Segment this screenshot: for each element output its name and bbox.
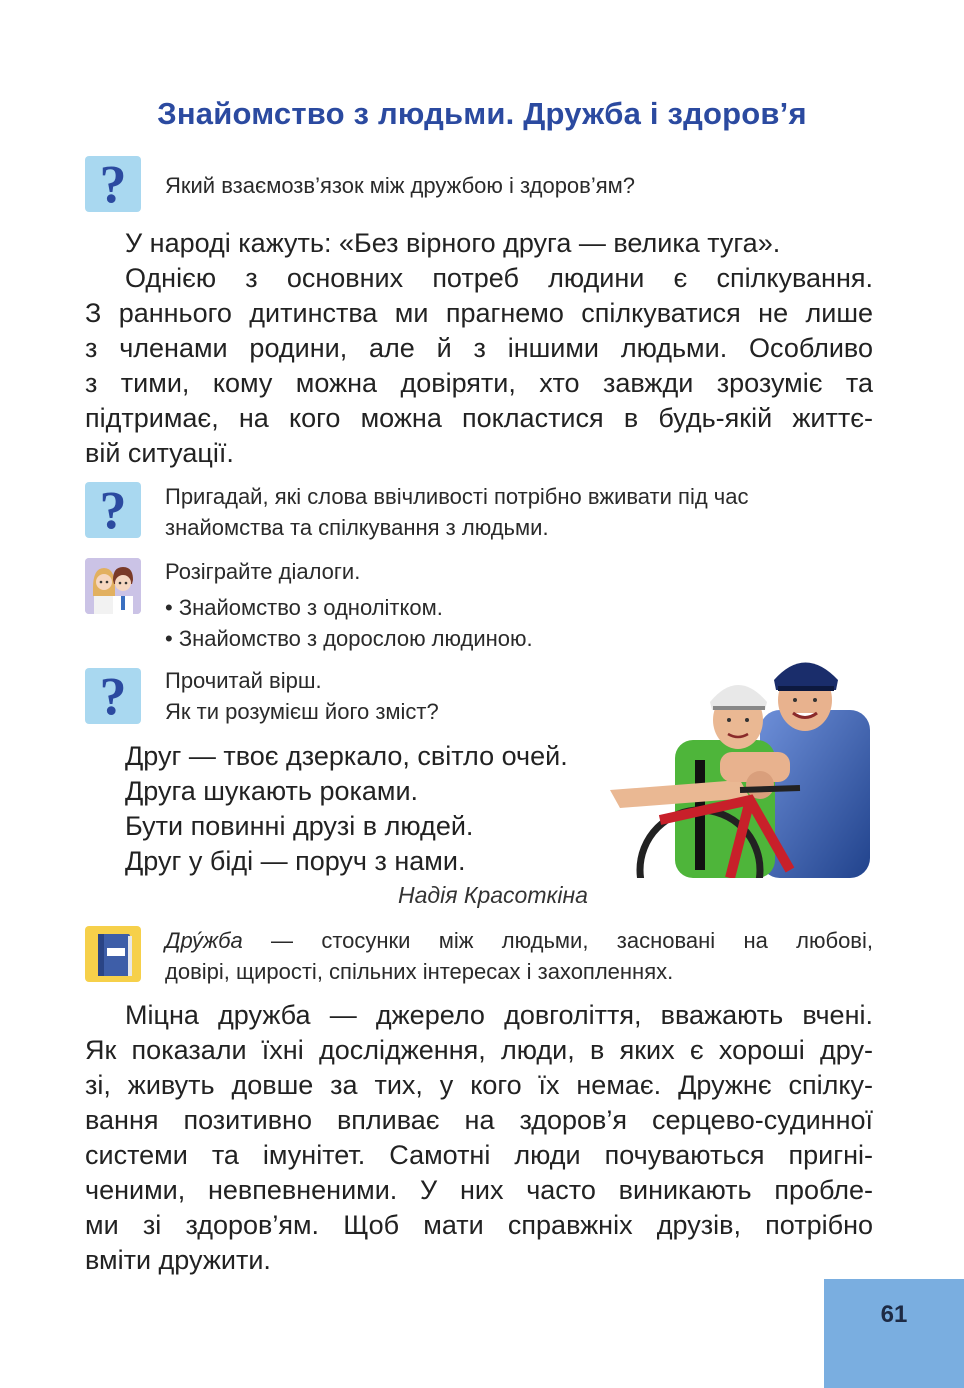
definition [165, 925, 873, 987]
question-mark-icon: ? [85, 482, 141, 538]
text-line: Однією з основних потреб людини є спілкування. [125, 263, 873, 293]
poem-line: Друг у біді — поруч з нами. [125, 846, 466, 876]
page-title: Знайомство з людьми. Дружба і здоров’я [157, 96, 807, 131]
poem-author: Надія Красоткіна [398, 882, 588, 908]
dialog-list [165, 592, 533, 654]
two-children-icon [85, 558, 141, 614]
question-mark-icon: ? [85, 156, 141, 212]
paragraph-friendship-health [85, 998, 873, 1278]
definition-line: довірі, щирості, спільних інтересах і захопленнях. [165, 959, 674, 984]
text-line: підтримає, на кого можна покластися в будь-якій життє- [85, 403, 873, 433]
text-line: Прочитай вірш. [165, 668, 322, 693]
text-line: Пригадай, які слова ввічливості потрібно вживати під час [165, 484, 749, 509]
list-item: • Знайомство з однолітком. [165, 595, 443, 620]
list-item: • Знайомство з дорослою людиною. [165, 626, 533, 651]
text-line: вміти дружити. [85, 1245, 271, 1275]
book-icon [85, 926, 141, 982]
text-line: Як показали їхні дослідження, люди, в яких є хороші дру- [85, 1035, 873, 1065]
poem-line: Бути повинні друзі в людей. [125, 811, 474, 841]
text-line: Міцна дружба — джерело довголіття, вважають вчені. [125, 1000, 873, 1030]
dialog-title: Розіграйте діалоги. [165, 559, 361, 584]
poem [125, 739, 568, 879]
text-line: з членами родини, але й з іншими людьми. Особливо [85, 333, 873, 363]
text-line: вій ситуації. [85, 438, 234, 468]
text-line: Як ти розумієш його зміст? [165, 699, 439, 724]
question-1: Який взаємозв’язок між дружбою і здоров’ям? [165, 173, 636, 198]
paragraph-communication [85, 261, 873, 471]
poem-line: Друг — твоє дзеркало, світло очей. [125, 741, 568, 771]
page-number-box [824, 1279, 964, 1388]
definition-term: Дру́жба [165, 928, 243, 953]
question-mark-icon: ? [85, 668, 141, 724]
proverb-paragraph: У народі кажуть: «Без вірного друга — велика туга». [125, 228, 781, 258]
page-number: 61 [880, 1301, 908, 1328]
text-line: знайомства та спілкування з людьми. [165, 515, 549, 540]
question-3 [165, 665, 439, 727]
text-line: з тими, кому можна довіряти, хто завжди зрозуміє та [85, 368, 873, 398]
question-2 [165, 481, 873, 543]
text-line: зі, живуть довше за тих, у кого їх немає. Дружнє спілку- [85, 1070, 873, 1100]
text-line: вання позитивно впливає на здоров’я серцево-судинної [85, 1105, 873, 1135]
text-line: З раннього дитинства ми прагнемо спілкуватися не лише [85, 298, 873, 328]
definition-text: — стосунки між людьми, засновані на любові, [242, 928, 873, 953]
text-line: системи та імунітет. Самотні люди почуваються пригні- [85, 1140, 873, 1170]
text-line: ми зі здоров’ям. Щоб мати справжніх друзів, потрібно [85, 1210, 873, 1240]
text-line: ченими, невпевненими. У них часто виникають пробле- [85, 1175, 873, 1205]
boys-with-bicycles-photo [600, 640, 874, 878]
poem-line: Друга шукають роками. [125, 776, 419, 806]
definition-line [165, 925, 873, 956]
